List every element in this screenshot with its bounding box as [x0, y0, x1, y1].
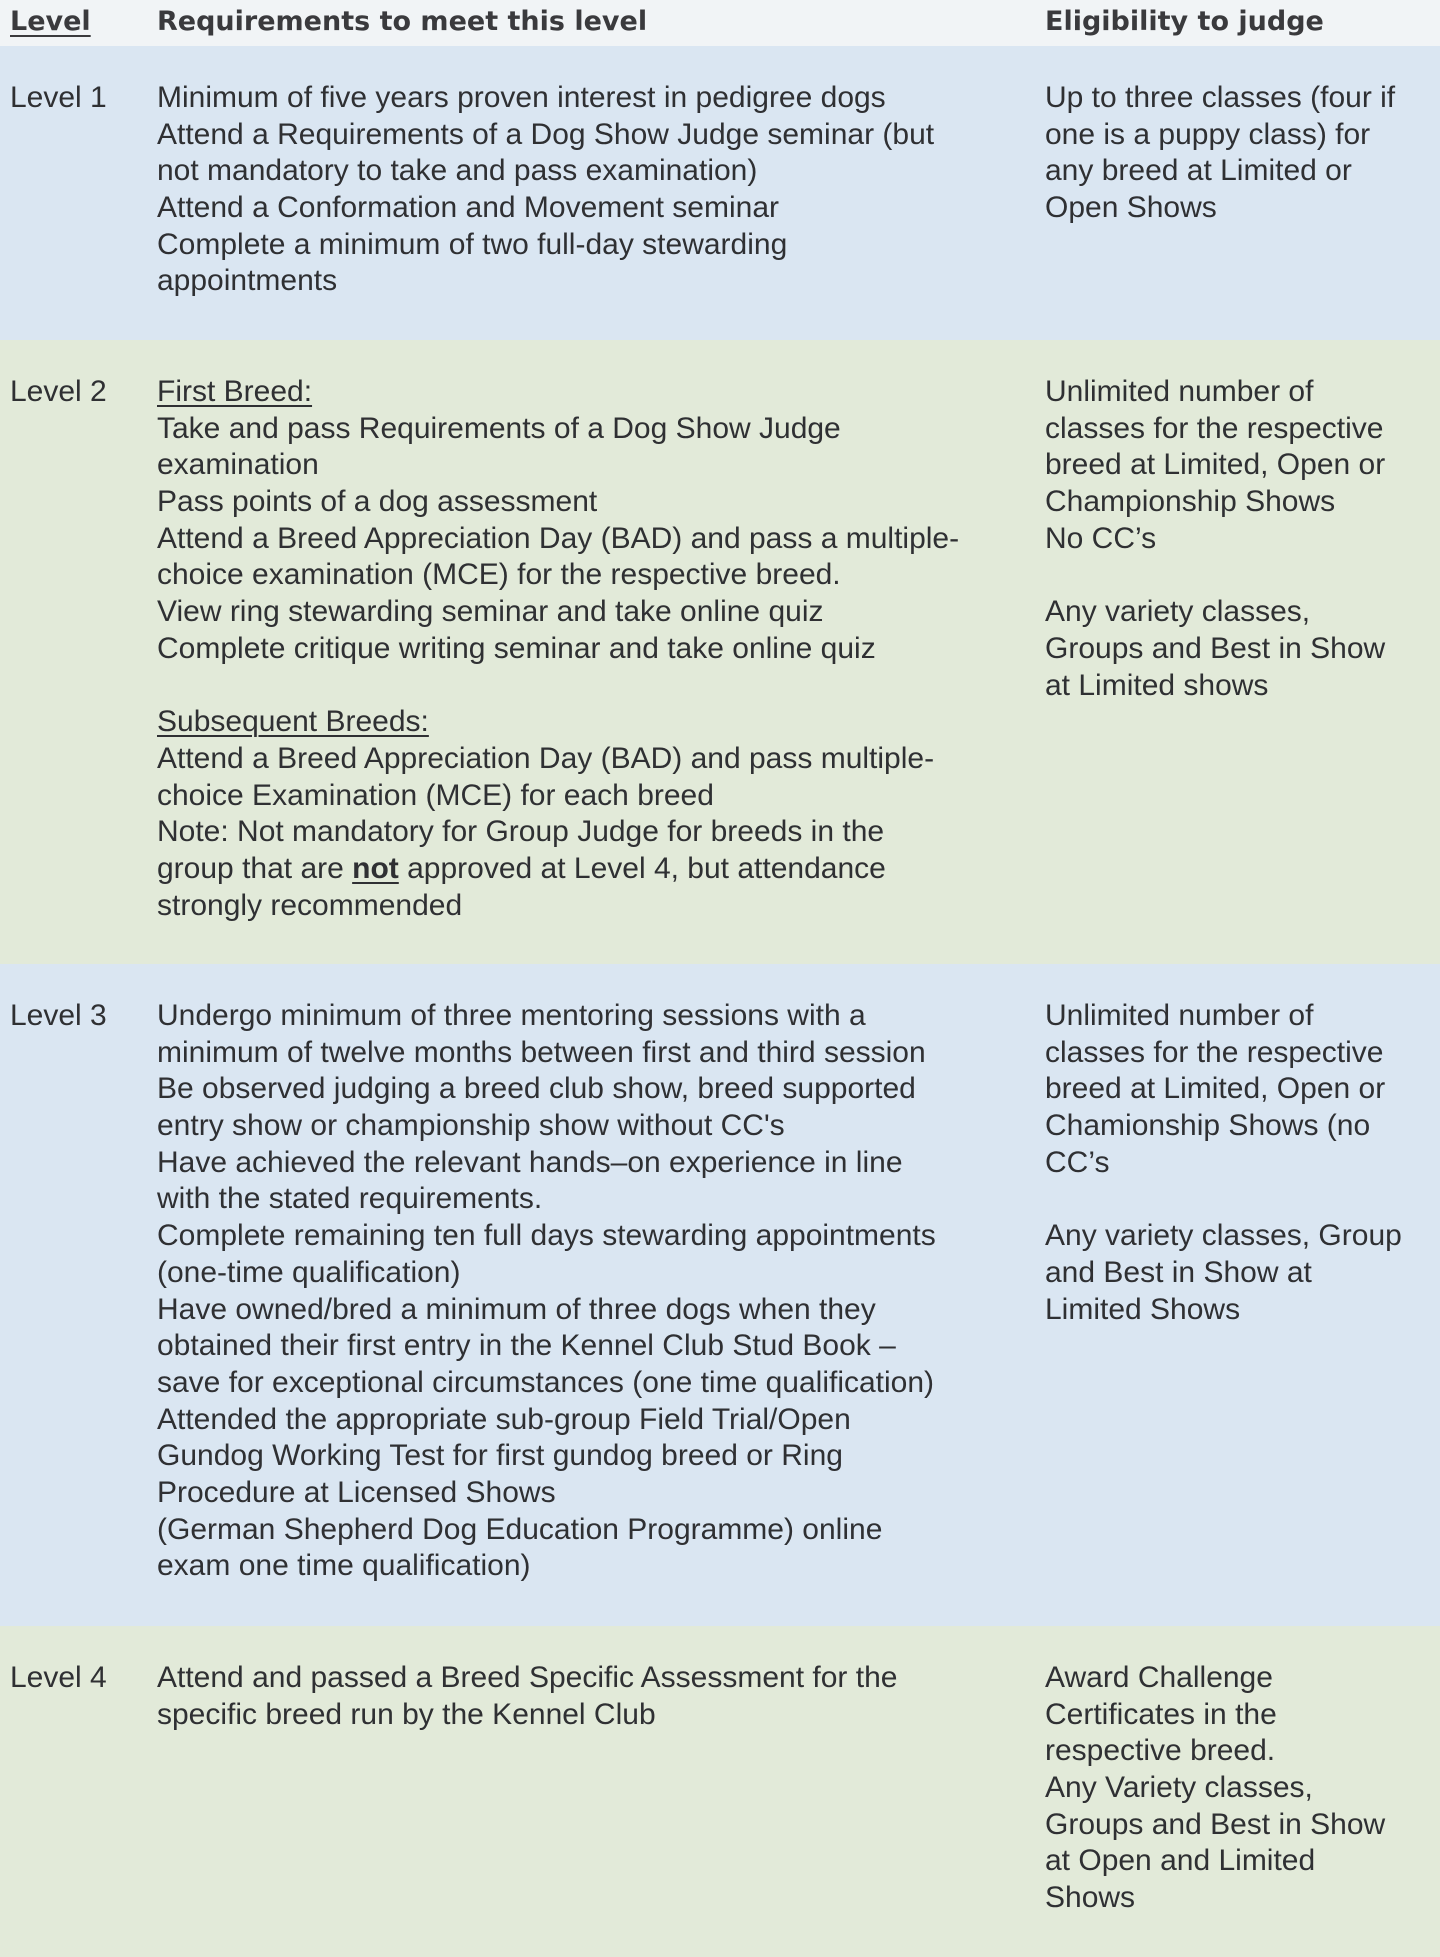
note-emphasis: not: [352, 851, 399, 885]
eligibility-line: respective breed.: [1045, 1734, 1276, 1768]
header-requirements: Requirements to meet this level: [157, 6, 648, 37]
requirement-line: Attended the appropriate sub-group Field Trial/Open: [157, 1402, 851, 1436]
requirement-line: not mandatory to take and pass examination): [157, 154, 758, 188]
requirement-line: Be observed judging a breed club show, breed supported: [157, 1072, 916, 1106]
eligibility-line: Unlimited number of: [1045, 375, 1314, 408]
requirement-line: obtained their first entry in the Kennel Club Stud Book –: [157, 1329, 896, 1363]
requirement-line: exam one time qualification): [157, 1549, 531, 1583]
eligibility-line: one is a puppy class) for: [1045, 117, 1371, 151]
requirement-line: Pass points of a dog assessment: [157, 485, 598, 519]
eligibility-line: Limited Shows: [1045, 1292, 1241, 1326]
subsequent-breeds-heading: Subsequent Breeds:: [157, 705, 429, 739]
requirement-line: (German Shepherd Dog Education Programme) online: [157, 1512, 883, 1546]
eligibility-line: classes for the respective: [1045, 411, 1384, 445]
eligibility-line: any breed at Limited or: [1045, 154, 1352, 188]
requirement-line: Note: Not mandatory for Group Judge for breeds in the: [157, 815, 885, 849]
eligibility-line: and Best in Show at: [1045, 1255, 1312, 1289]
table-row-level-1: [0, 46, 1440, 340]
table-header: [0, 0, 1440, 46]
requirement-line: choice Examination (MCE) for each breed: [157, 778, 714, 812]
spacer: [1045, 557, 1385, 594]
eligibility-cell: [1045, 80, 1395, 227]
requirement-line: specific breed run by the Kennel Club: [157, 1697, 656, 1731]
eligibility-line: Award Challenge: [1045, 1661, 1273, 1694]
level-label: Level 1: [10, 81, 107, 114]
requirement-line: Undergo minimum of three mentoring sessions with a: [157, 999, 866, 1032]
requirement-line: Have achieved the relevant hands–on experience in line: [157, 1145, 903, 1179]
eligibility-line: at Limited shows: [1045, 668, 1269, 702]
eligibility-cell: [1045, 374, 1385, 704]
eligibility-line: classes for the respective: [1045, 1035, 1384, 1069]
requirement-line: Complete a minimum of two full-day stewarding: [157, 227, 788, 261]
spacer: [1045, 1181, 1402, 1218]
note-line: [157, 851, 959, 888]
requirement-line: appointments: [157, 264, 338, 298]
table-row-level-4: [0, 1626, 1440, 1957]
requirement-line: Gundog Working Test for first gundog breed or Ring: [157, 1439, 843, 1473]
eligibility-line: breed at Limited, Open or: [1045, 1072, 1386, 1106]
level-label: Level 3: [10, 999, 107, 1032]
requirements-cell: [157, 998, 936, 1585]
eligibility-line: Any variety classes, Group: [1045, 1219, 1402, 1253]
eligibility-line: Any variety classes,: [1045, 595, 1311, 629]
requirement-line: Take and pass Requirements of a Dog Show Judge: [157, 411, 841, 445]
requirement-line: Procedure at Licensed Shows: [157, 1475, 556, 1509]
level-label: Level 2: [10, 375, 107, 408]
header-eligibility: Eligibility to judge: [1045, 6, 1324, 37]
table-row-level-2: [0, 340, 1440, 964]
eligibility-line: CC’s: [1045, 1145, 1110, 1179]
eligibility-line: Championship Shows: [1045, 485, 1336, 519]
eligibility-line: Chamionship Shows (no: [1045, 1109, 1371, 1143]
requirements-cell: [157, 80, 934, 300]
spacer: [157, 668, 959, 705]
requirements-cell: [157, 374, 959, 924]
eligibility-cell: [1045, 1660, 1385, 1917]
requirement-line: (one-time qualification): [157, 1255, 461, 1289]
requirement-line: strongly recommended: [157, 888, 463, 922]
requirement-line: minimum of twelve months between first and third session: [157, 1035, 926, 1069]
requirement-line: Complete remaining ten full days stewarding appointments: [157, 1219, 936, 1253]
requirements-cell: [157, 1660, 897, 1733]
requirement-line: Complete critique writing seminar and take online quiz: [157, 631, 876, 665]
eligibility-line: Shows: [1045, 1881, 1136, 1915]
requirement-line: examination: [157, 448, 319, 482]
requirement-line: View ring stewarding seminar and take online quiz: [157, 595, 824, 629]
eligibility-line: Groups and Best in Show: [1045, 1807, 1386, 1841]
requirement-line: Minimum of five years proven interest in pedigree dogs: [157, 81, 886, 114]
note-post: approved at Level 4, but attendance: [398, 851, 886, 885]
requirement-line: Attend a Conformation and Movement seminar: [157, 191, 779, 225]
requirement-line: Attend a Breed Appreciation Day (BAD) and pass multiple-: [157, 741, 935, 775]
eligibility-line: Up to three classes (four if: [1045, 81, 1396, 114]
table-row-level-3: [0, 964, 1440, 1626]
header-level: Level: [10, 6, 91, 37]
requirement-line: Attend a Requirements of a Dog Show Judge seminar (but: [157, 117, 935, 151]
eligibility-line: Certificates in the: [1045, 1697, 1277, 1731]
eligibility-cell: [1045, 998, 1402, 1328]
requirement-line: choice examination (MCE) for the respective breed.: [157, 558, 841, 592]
note-pre: group that are: [157, 851, 353, 885]
requirement-line: with the stated requirements.: [157, 1182, 543, 1216]
requirement-line: save for exceptional circumstances (one time qualification): [157, 1365, 935, 1399]
eligibility-line: at Open and Limited: [1045, 1844, 1316, 1878]
eligibility-line: Unlimited number of: [1045, 999, 1314, 1032]
eligibility-line: Groups and Best in Show: [1045, 631, 1386, 665]
requirement-line: entry show or championship show without CC's: [157, 1109, 785, 1143]
level-label: Level 4: [10, 1661, 107, 1694]
eligibility-line: No CC’s: [1045, 521, 1157, 555]
eligibility-line: breed at Limited, Open or: [1045, 448, 1386, 482]
requirement-line: Attend and passed a Breed Specific Assessment for the: [157, 1661, 898, 1694]
eligibility-line: Open Shows: [1045, 191, 1217, 225]
eligibility-line: Any Variety classes,: [1045, 1771, 1313, 1805]
requirement-line: Have owned/bred a minimum of three dogs when they: [157, 1292, 876, 1326]
first-breed-heading: First Breed:: [157, 375, 313, 408]
requirement-line: Attend a Breed Appreciation Day (BAD) and pass a multiple-: [157, 521, 960, 555]
